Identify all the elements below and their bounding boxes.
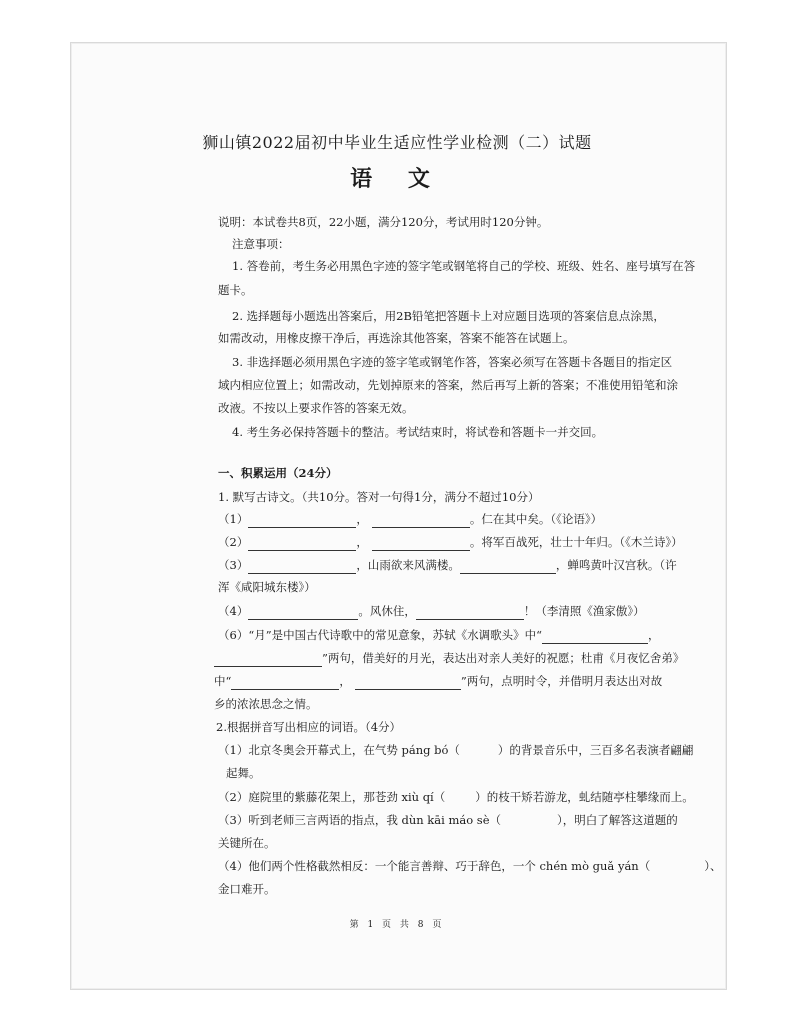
question-1-stem: 1. 默写古诗文。（共10分。答对一句得1分，满分不超过10分） (218, 490, 540, 504)
attention-item: 题卡。 (218, 283, 253, 297)
answer-blank[interactable] (248, 537, 356, 551)
question-1-line-3-cont: 浑《咸阳城东楼》） (218, 580, 316, 594)
line-label: （4） (218, 604, 249, 618)
question-2-item-4-cont: 金口难开。 (218, 882, 276, 896)
attention-item: 改液。不按以上要求作答的答案无效。 (218, 401, 414, 415)
line-text: （6）“月”是中国古代诗歌中的常见意象，苏轼《水调歌头》中“ (218, 628, 542, 642)
exam-title: 狮山镇2022届初中毕业生适应性学业检测（二）试题 (202, 133, 592, 152)
subject-title: 语 文 (350, 166, 444, 192)
attention-item: 4. 考生务必保持答题卡的整洁。考试结束时，将试卷和答题卡一并交回。 (232, 425, 604, 439)
line-text: 中“ (214, 674, 232, 688)
question-1-line-6d: 乡的浓浓思念之情。 (214, 697, 318, 711)
answer-blank[interactable] (248, 606, 358, 620)
attention-item: 1. 答卷前，考生务必用黑色字迹的签字笔或钢笔将自己的学校、班级、姓名、座号填写在答 (232, 259, 696, 273)
question-1-line-6c (214, 673, 662, 690)
attention-item: 2. 选择题每小题选出答案后，用2B铅笔把答题卡上对应题目选项的答案信息点涂黑， (232, 309, 665, 323)
line-text: ， (356, 512, 368, 526)
line-text: ”两句，借美好的月光，表达出对亲人美好的祝愿；杜甫《月夜忆舍弟》 (322, 651, 685, 665)
question-2-item-4 (218, 858, 721, 875)
question-2-item-1 (218, 742, 693, 759)
exam-note: 说明：本试卷共8页，22小题，满分120分，考试用时120分钟。 (218, 215, 549, 229)
question-2-item-1-cont: 起舞。 (226, 766, 261, 780)
line-text: （4）他们两个性格截然相反：一个能言善辩、巧于辞色，一个 chén mò guǎ yán（ (218, 859, 651, 873)
section-heading: 一、积累运用（24分） (218, 466, 338, 480)
line-text: 。风休住， (358, 604, 416, 618)
question-1-line-3 (218, 557, 677, 574)
line-label: （3） (218, 558, 249, 572)
answer-blank[interactable] (231, 676, 339, 690)
line-text: ”两句，点明时令，并借明月表达出对故 (460, 674, 663, 688)
line-text: ），明白了解答这道题的 (557, 813, 678, 827)
line-text: ，蝉鸣黄叶汉宫秋。（许 (555, 558, 677, 572)
answer-blank[interactable] (372, 537, 470, 551)
attention-item: 如需改动，用橡皮擦干净后，再选涂其他答案，答案不能答在试题上。 (218, 331, 575, 345)
line-text: ）的背景音乐中，三百多名表演者翩翩 (497, 743, 694, 757)
attention-item: 域内相应位置上；如需改动，先划掉原来的答案，然后再写上新的答案；不准使用铅笔和涂 (218, 378, 678, 392)
question-2-item-3 (218, 812, 678, 829)
line-text: （1）北京冬奥会开幕式上，在气势 páng bó（ (218, 743, 460, 757)
question-1-line-4 (218, 603, 645, 620)
line-text: （3）听到老师三言两语的指点，我 dùn kāi máo sè（ (218, 813, 502, 827)
answer-blank[interactable] (214, 653, 322, 667)
question-1-line-6b (214, 650, 684, 667)
attention-item: 3. 非选择题必须用黑色字迹的签字笔或钢笔作答，答案必须写在答题卡各题目的指定区 (232, 355, 673, 369)
answer-blank[interactable] (416, 606, 524, 620)
line-text: （2）庭院里的紫藤花架上，那苍劲 xiù qí（ (218, 790, 446, 804)
line-text: ！（李清照《渔家傲》） (523, 604, 645, 618)
question-1-line-2 (218, 534, 683, 551)
page-footer: 第 1 页 共 8 页 (349, 920, 445, 930)
answer-blank[interactable] (248, 514, 356, 528)
line-text: 。将军百战死，壮士十年归。（《木兰诗》） (469, 535, 683, 549)
question-2-item-3-cont: 关键所在。 (218, 836, 276, 850)
line-text: ， (356, 535, 368, 549)
question-2-item-2 (218, 789, 694, 806)
line-text: ）的枝干矫若游龙，虬结随亭柱攀缘而上。 (475, 790, 694, 804)
line-label: （1） (218, 512, 249, 526)
line-text: 。仁在其中矣。（《论语》） (469, 512, 603, 526)
answer-blank[interactable] (355, 676, 461, 690)
attention-heading: 注意事项： (232, 237, 290, 251)
line-text: ， (647, 628, 660, 642)
question-2-stem: 2.根据拼音写出相应的词语。（4分） (216, 720, 402, 734)
line-text: ，山雨欲来风满楼。 (356, 558, 460, 572)
question-1-line-6a (218, 627, 659, 644)
line-label: （2） (218, 535, 249, 549)
question-1-line-1 (218, 511, 602, 528)
answer-blank[interactable] (248, 560, 356, 574)
answer-blank[interactable] (542, 630, 648, 644)
line-text: ）、 (704, 859, 722, 873)
answer-blank[interactable] (372, 514, 470, 528)
line-text: ， (339, 674, 351, 688)
answer-blank[interactable] (460, 560, 556, 574)
